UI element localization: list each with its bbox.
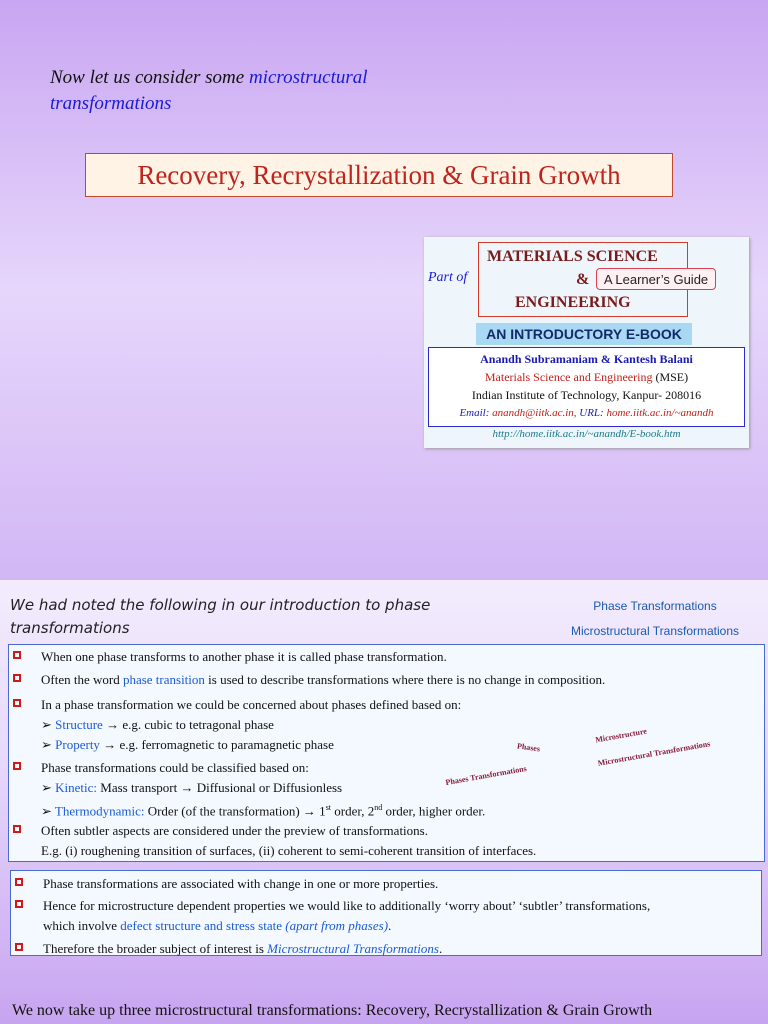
list-item-text: Phase transformations are associated with change in one or more properties. bbox=[43, 876, 439, 891]
square-bullet-icon bbox=[13, 825, 21, 833]
sub-item-label: Property bbox=[55, 737, 100, 752]
text-segment: . bbox=[438, 941, 443, 956]
nav-links bbox=[555, 594, 755, 644]
learners-guide-badge: A Learner’s Guide bbox=[596, 268, 716, 290]
list-item-text: Often subtler aspects are considered under the preview of transformations. bbox=[41, 823, 428, 838]
nav-phase-transformations[interactable]: Phase Transformations bbox=[593, 599, 717, 613]
sub-item-text: order, higher order. bbox=[385, 803, 486, 819]
square-bullet-icon bbox=[13, 651, 21, 659]
email-label: Email: bbox=[459, 407, 490, 419]
sub-item-text: → e.g. cubic to tetragonal phase bbox=[106, 717, 274, 732]
stamp-microstructure: Microstructure bbox=[594, 726, 648, 745]
superscript: nd bbox=[374, 803, 383, 812]
highlight-defect-structure: defect structure and stress state bbox=[120, 918, 282, 933]
sub-item-text: order, 2 bbox=[334, 803, 375, 819]
slide2-intro: We had noted the following in our introduction to phase transformations bbox=[10, 596, 431, 637]
sub-item-text: Mass transport → Diffusional or Diffusionless bbox=[100, 780, 343, 795]
page-title: Recovery, Recrystallization & Grain Growth bbox=[85, 153, 673, 197]
contact-line bbox=[429, 404, 744, 422]
nav-microstructural-transformations[interactable]: Microstructural Transformations bbox=[570, 624, 740, 638]
intro-highlight-1: microstructural bbox=[248, 67, 368, 88]
closing-statement: We now take up three microstructural transformations: Recovery, Recrystallization & Grain Growth bbox=[12, 1002, 653, 1019]
arrow-bullet-icon: ➢ bbox=[41, 780, 52, 795]
phase-transformation-panel bbox=[8, 644, 765, 862]
sub-item-label: Kinetic: bbox=[55, 780, 98, 795]
author-names: Anandh Subramaniam & Kantesh Balani bbox=[480, 352, 693, 366]
text-segment: . bbox=[388, 918, 392, 933]
stamp-phases: Phases bbox=[516, 741, 541, 754]
stamp-microstructural-transformations: Microstructural Transformations bbox=[597, 739, 711, 768]
text-segment: Therefore the broader subject of interest is bbox=[43, 941, 264, 956]
sub-item-label: Thermodynamic: bbox=[54, 803, 145, 819]
square-bullet-icon bbox=[15, 943, 23, 951]
highlight-apart-from-phases: (apart from phases) bbox=[285, 918, 389, 933]
square-bullet-icon bbox=[15, 900, 23, 908]
slide-bottom bbox=[0, 580, 768, 1024]
book-title-line3: ENGINEERING bbox=[515, 294, 631, 311]
arrow-bullet-icon: ➢ bbox=[41, 717, 52, 732]
sub-item-text: → e.g. ferromagnetic to paramagnetic phase bbox=[103, 737, 334, 752]
sub-item bbox=[41, 798, 485, 821]
square-bullet-icon bbox=[15, 878, 23, 886]
square-bullet-icon bbox=[13, 762, 21, 770]
email-link[interactable]: anandh@iitk.ac.in, bbox=[492, 407, 577, 419]
arrow-bullet-icon: ➢ bbox=[41, 737, 52, 752]
department-abbr: (MSE) bbox=[655, 370, 689, 384]
sub-item bbox=[41, 715, 274, 735]
stamp-phase-transformations: Phases Transformations bbox=[444, 763, 528, 788]
homepage-link[interactable]: home.iitk.ac.in/~anandh bbox=[606, 407, 714, 419]
sub-item-label: Structure bbox=[55, 717, 103, 732]
text-segment: is used to describe transformations where there is no change in composition. bbox=[208, 672, 606, 687]
square-bullet-icon bbox=[13, 674, 21, 682]
url-label: URL: bbox=[579, 407, 604, 419]
ebook-url-link[interactable]: http://home.iitk.ac.in/~anandh/E-book.htm bbox=[492, 428, 681, 440]
book-title-line1: MATERIALS SCIENCE bbox=[487, 248, 658, 265]
sub-item bbox=[41, 778, 342, 798]
list-item-text bbox=[43, 939, 442, 959]
intro-text bbox=[50, 65, 450, 117]
text-segment: Often the word bbox=[41, 672, 120, 687]
intro-highlight-2: transformations bbox=[50, 93, 172, 114]
department-name: Materials Science and Engineering bbox=[484, 370, 653, 384]
square-bullet-icon bbox=[13, 699, 21, 707]
highlight-microstructural-transformations: Microstructural Transformations bbox=[267, 941, 439, 956]
part-of-label: Part of bbox=[428, 270, 468, 285]
list-item-text: In a phase transformation we could be concerned about phases defined based on: bbox=[41, 697, 462, 712]
list-item-text: When one phase transforms to another phase it is called phase transformation. bbox=[41, 649, 447, 664]
institute: Indian Institute of Technology, Kanpur- 208016 bbox=[471, 388, 702, 402]
microstructure-panel bbox=[10, 870, 762, 956]
book-subtitle: AN INTRODUCTORY E-BOOK bbox=[476, 323, 692, 345]
superscript: st bbox=[325, 803, 332, 812]
list-item-continuation bbox=[43, 916, 391, 936]
arrow-bullet-icon: ➢ bbox=[41, 803, 52, 819]
authors-box bbox=[428, 347, 745, 427]
list-item-continuation: E.g. (i) roughening transition of surfaces, (ii) coherent to semi-coherent transition of interfaces. bbox=[41, 843, 537, 858]
sub-item bbox=[41, 735, 334, 755]
sub-item-text: Order (of the transformation) → 1 bbox=[147, 803, 326, 819]
book-title-ampersand: & bbox=[576, 271, 590, 288]
text-segment: which involve bbox=[43, 918, 118, 933]
highlight-phase-transition: phase transition bbox=[122, 672, 205, 687]
department bbox=[429, 368, 744, 386]
intro-plain: Now let us consider some bbox=[50, 67, 245, 88]
list-item-text: Phase transformations could be classified based on: bbox=[41, 760, 309, 775]
list-item-text bbox=[41, 670, 605, 690]
list-item-text: Hence for microstructure dependent properties we would like to additionally ‘worry about’ ‘subtler’ transformations, bbox=[43, 898, 651, 913]
